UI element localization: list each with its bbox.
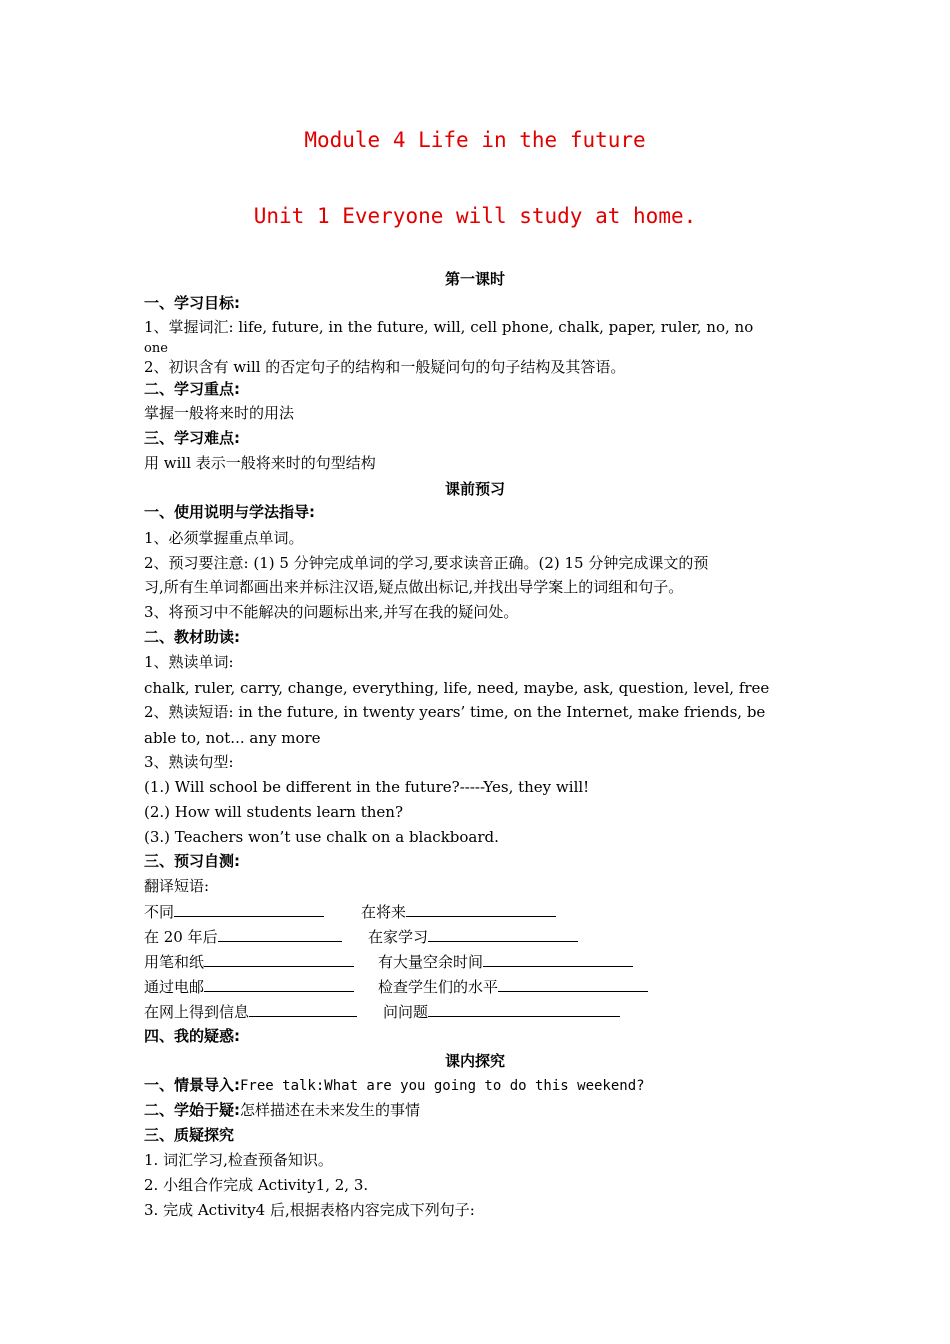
translate-item-text: 有大量空余时间 [378, 953, 484, 971]
preview-heading: 课前预习 [444, 480, 505, 498]
instruction-2-line1: 2、预习要注意: (1) 5 分钟完成单词的学习,要求读音正确。(2) 15 分钟完成课文的预 [144, 554, 709, 572]
translate-item-text: 通过电邮 [144, 978, 205, 996]
answer-blank[interactable] [204, 951, 354, 967]
translate-item-text: 问问题 [383, 1003, 429, 1021]
module-title: Module 4 Life in the future [304, 128, 646, 152]
class-heading: 课内探究 [444, 1052, 505, 1070]
doubt-text: 怎样描述在未来发生的事情 [240, 1101, 421, 1119]
translate-item [144, 901, 324, 922]
instruction-3: 3、将预习中不能解决的问题标出来,并写在我的疑问处。 [144, 603, 519, 621]
doubt-label: 二、学始于疑: [144, 1101, 240, 1119]
translate-item [144, 976, 354, 997]
goal2-text: 2、初识含有 will 的否定句子的结构和一般疑问句的句子结构及其答语。 [144, 358, 626, 376]
difficult-heading: 三、学习难点: [144, 429, 240, 447]
answer-blank[interactable] [249, 1001, 357, 1017]
goal1-line2: one [144, 341, 168, 356]
translate-item-text: 检查学生们的水平 [378, 978, 499, 996]
key-text: 掌握一般将来时的用法 [144, 404, 295, 422]
translate-item-text: 不同 [144, 903, 175, 921]
sentence-3: (3.) Teachers won’t use chalk on a blackboard. [144, 828, 499, 846]
translate-item [378, 976, 648, 997]
answer-blank[interactable] [204, 976, 354, 992]
translate-item [144, 1001, 357, 1022]
intro-line [144, 1075, 809, 1096]
answer-blank[interactable] [218, 926, 342, 942]
translate-item [368, 926, 578, 947]
translate-item-text: 在将来 [361, 903, 407, 921]
step-2: 2. 小组合作完成 Activity1, 2, 3. [144, 1176, 369, 1194]
phrases-line1: 2、熟读短语: in the future, in twenty years’ time, on the Internet, make friends, be [144, 703, 766, 721]
intro-text: Free talk:What are you going to do this weekend? [240, 1078, 645, 1094]
sentence-2: (2.) How will students learn then? [144, 803, 404, 821]
key-heading: 二、学习重点: [144, 380, 240, 398]
translate-item-text: 在家学习 [368, 928, 429, 946]
translate-item [361, 901, 556, 922]
translate-item [383, 1001, 620, 1022]
selftest-heading: 三、预习自测: [144, 852, 240, 870]
goal1-line1: 1、掌握词汇: life, future, in the future, will, cell phone, chalk, paper, ruler, no, no [144, 318, 754, 336]
translate-item [144, 951, 354, 972]
translate-label: 翻译短语: [144, 877, 210, 895]
translate-item [144, 926, 342, 947]
reading-heading: 二、教材助读: [144, 628, 240, 646]
sentence-1: (1.) Will school be different in the future?-----Yes, they will! [144, 778, 590, 796]
period-heading: 第一课时 [444, 270, 505, 288]
sentences-label: 3、熟读句型: [144, 753, 234, 771]
words-label: 1、熟读单词: [144, 653, 234, 671]
translate-item-text: 在网上得到信息 [144, 1003, 250, 1021]
intro-label: 一、情景导入: [144, 1076, 240, 1094]
questions-heading: 四、我的疑惑: [144, 1027, 240, 1045]
difficult-text: 用 will 表示一般将来时的句型结构 [144, 454, 376, 472]
translate-item-text: 在 20 年后 [144, 928, 218, 946]
phrases-line2: able to, not... any more [144, 729, 321, 747]
unit-title: Unit 1 Everyone will study at home. [253, 204, 697, 228]
explore-heading: 三、质疑探究 [144, 1126, 235, 1144]
answer-blank[interactable] [483, 951, 633, 967]
instruction-1: 1、必须掌握重点单词。 [144, 529, 304, 547]
answer-blank[interactable] [174, 901, 324, 917]
answer-blank[interactable] [406, 901, 556, 917]
instruction-2-line2: 习,所有生单词都画出来并标注汉语,疑点做出标记,并找出导学案上的词组和句子。 [144, 578, 684, 596]
words-list: chalk, ruler, carry, change, everything, life, need, maybe, ask, question, level, free [144, 679, 770, 697]
answer-blank[interactable] [498, 976, 648, 992]
step-3: 3. 完成 Activity4 后,根据表格内容完成下列句子: [144, 1201, 475, 1219]
instructions-heading: 一、使用说明与学法指导: [144, 503, 315, 521]
goals-heading: 一、学习目标: [144, 294, 240, 312]
answer-blank[interactable] [428, 926, 578, 942]
doubt-line [144, 1100, 809, 1120]
answer-blank[interactable] [428, 1001, 620, 1017]
step-1: 1. 词汇学习,检查预备知识。 [144, 1151, 333, 1169]
translate-item [378, 951, 633, 972]
translate-item-text: 用笔和纸 [144, 953, 205, 971]
